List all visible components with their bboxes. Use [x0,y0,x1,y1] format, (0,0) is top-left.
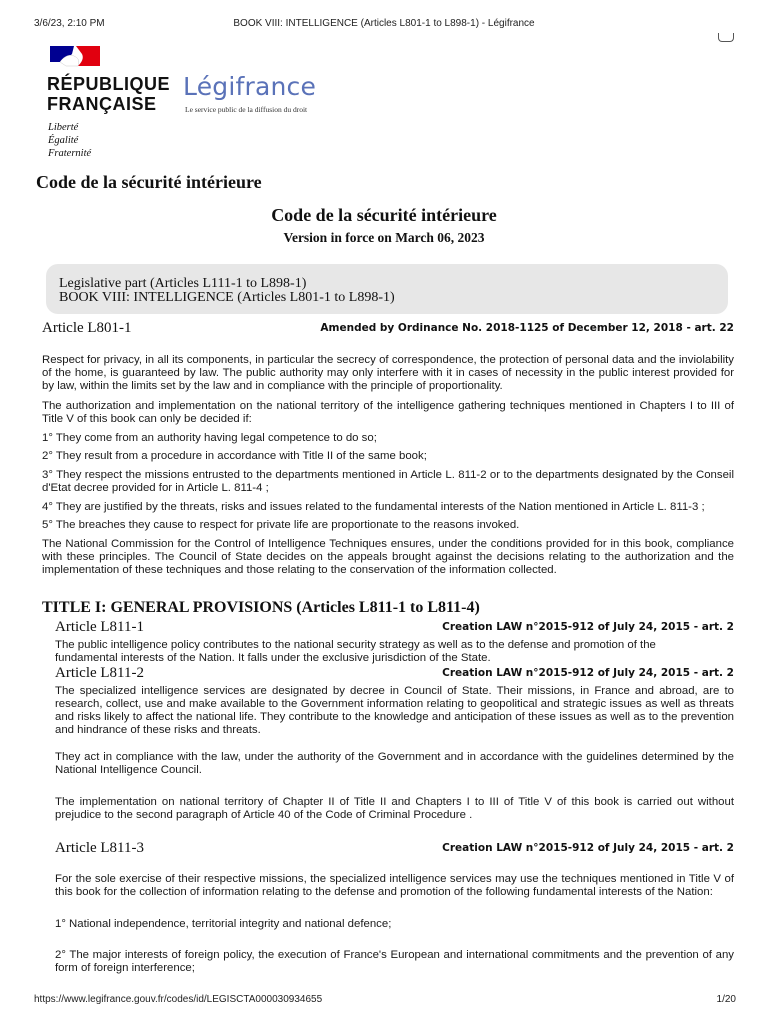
page-title: Code de la sécurité intérieure [36,172,262,192]
print-footer-url[interactable]: https://www.legifrance.gouv.fr/codes/id/LEGISCTA000030934655 [34,994,323,1005]
republique-francaise-line1: RÉPUBLIQUE [47,74,171,94]
republique-francaise-line2: FRANÇAISE [47,94,157,114]
article-l801-1-para-8: The National Commission for the Control of Intelligence Techniques ensures, under the conditions provided for in this book, compliance with these principles. The Council of State decides on the appeals brought against the decisions relating to the authorization and the implementation of these techniques and those relating to the conservation of the information collected. [42,538,734,576]
article-l811-2-para-2: They act in compliance with the law, under the authority of the Government and in accordance with the guidelines determined by the National Intelligence Council. [55,751,734,776]
doc-title: Code de la sécurité intérieure [271,205,497,225]
article-l811-3-amend-link[interactable]: Creation LAW n°2015-912 of July 24, 2015 - art. 2 [442,842,734,854]
print-doc-title: BOOK VIII: INTELLIGENCE (Articles L801-1 to L898-1) - Légifrance [233,18,535,29]
article-l811-3-title: Article L811-3 [55,840,144,856]
scroll-handle-icon [718,33,734,42]
article-l801-1-para-3: 1° They come from an authority having legal competence to do so; [42,432,377,444]
article-l811-3-para-1: For the sole exercise of their respective missions, the specialized intelligence services may use the techniques mentioned in Title V of this book for the collection of information relating to the defense and promotion of the following fundamental interests of the Nation: [55,873,734,898]
breadcrumb [46,264,728,314]
article-l811-1-title: Article L811-1 [55,619,144,635]
article-l801-1-para-4: 2° They result from a procedure in accordance with Title II of the same book; [42,450,427,462]
article-l801-1-para-1: Respect for privacy, in all its components, in particular the secrecy of correspondence, the protection of personal data and the inviolability of the home, is guaranteed by law. The public authority may only interfere with it in cases of necessity in the public interest provided for by law, within the limits set by the law and in compliance with the principle of proportionality. [42,354,734,392]
breadcrumb-legislative-part[interactable]: Legislative part (Articles L111-1 to L898-1) [59,276,307,291]
article-l811-1-para-1: The public intelligence policy contributes to the national security strategy as well as to the defense and promotion of the fundamental interests of the Nation. It falls under the exclusive jurisdiction of the State. [55,639,656,664]
article-l811-3-para-2: 1° National independence, territorial integrity and national defence; [55,918,392,930]
article-l811-1-amend-link[interactable]: Creation LAW n°2015-912 of July 24, 2015 - art. 2 [442,621,734,633]
doc-version: Version in force on March 06, 2023 [283,230,485,245]
article-l811-2-title: Article L811-2 [55,665,144,681]
legifrance-logo[interactable]: Légifrance [183,72,317,101]
marianne-flag-icon [48,44,102,68]
article-l801-1-para-7: 5° The breaches they cause to respect for private life are proportionate to the reasons invoked. [42,519,520,531]
print-footer-page: 1/20 [716,994,736,1005]
article-l801-1-para-6: 4° They are justified by the threats, risks and issues related to the fundamental interests of the Nation mentioned in Article L. 811-3 ; [42,501,705,513]
breadcrumb-book-viii[interactable]: BOOK VIII: INTELLIGENCE (Articles L801-1 to L898-1) [59,290,395,305]
article-l811-3-para-3: 2° The major interests of foreign policy, the execution of France's European and international commitments and the prevention of any form of foreign interference; [55,949,734,974]
article-l811-2-para-1: The specialized intelligence services are designated by decree in Council of State. Their missions, in France and abroad, are to research, collect, use and make available to the Government information relating to geopolitical and strategic issues as well as threats and risks likely to affect the national life. They contribute to the knowledge and anticipation of these issues as well as to the prevention and hindrance of these risks and threats. [55,685,734,736]
title-i-heading: TITLE I: GENERAL PROVISIONS (Articles L811-1 to L811-4) [42,599,480,616]
article-l801-1-para-2: The authorization and implementation on the national territory of the intelligence gathering techniques mentioned in Chapters I to III of Title V of this book can only be decided if: [42,400,734,425]
article-l801-1-amend-link[interactable]: Amended by Ordinance No. 2018-1125 of December 12, 2018 - art. 22 [320,322,734,334]
motto-fraternite: Fraternité [48,148,92,159]
article-l801-1-para-5: 3° They respect the missions entrusted to the departments mentioned in Article L. 811-2 or to the departments designated by the Conseil d'Etat decree provided for in Article L. 811-4 ; [42,469,734,494]
print-datetime: 3/6/23, 2:10 PM [34,18,105,29]
motto-liberte: Liberté [48,122,79,133]
article-l811-2-amend-link[interactable]: Creation LAW n°2015-912 of July 24, 2015 - art. 2 [442,667,734,679]
article-l811-2-para-3: The implementation on national territory of Chapter II of Title II and Chapters I to III of Title V of this book is carried out without prejudice to the second paragraph of Article 40 of the Code of Criminal Procedure . [55,796,734,821]
motto-egalite: Égalité [48,135,79,146]
article-l801-1-title: Article L801-1 [42,320,132,336]
legifrance-tagline: Le service public de la diffusion du droit [185,105,308,114]
